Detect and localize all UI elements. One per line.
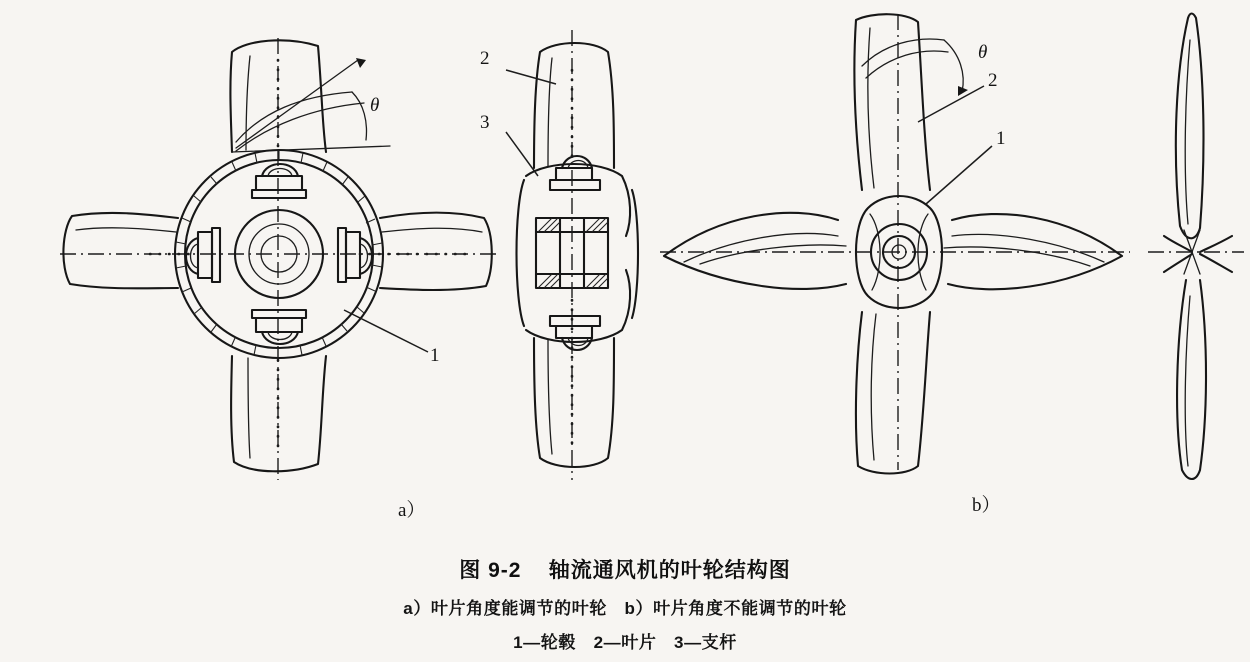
subfigure-label-b: b） xyxy=(972,495,1001,516)
blade-root-boss-right xyxy=(338,228,372,282)
subfigure-b-drawing xyxy=(660,14,1244,480)
callout-b-hub: 1 xyxy=(996,128,1006,149)
figure-title-text: 轴流通风机的叶轮结构图 xyxy=(548,559,791,582)
angle-label-a: θ xyxy=(370,95,380,116)
figure-caption xyxy=(0,554,1250,662)
blade-root-boss-top xyxy=(252,164,306,198)
subfigure-label-a: a） xyxy=(398,500,426,521)
blade-root-boss-left xyxy=(186,228,220,282)
callout-section-blade: 2 xyxy=(480,48,490,69)
subfigure-a-drawing xyxy=(60,38,500,480)
figure-title xyxy=(0,554,1250,584)
callout-section-strut: 3 xyxy=(480,112,490,133)
caption-subfigures: a）叶片角度能调节的叶轮 b）叶片角度不能调节的叶轮 xyxy=(403,599,847,618)
subfigure-a-section-drawing xyxy=(506,30,638,480)
callout-a-hub: 1 xyxy=(430,345,440,366)
angle-label-b: θ xyxy=(978,42,988,63)
callout-b-blade: 2 xyxy=(988,70,998,91)
blade-root-boss-bottom xyxy=(252,310,306,344)
caption-legend: 1—轮毂 2—叶片 3—支杆 xyxy=(513,633,737,652)
figure-number: 图 9-2 xyxy=(459,559,522,582)
